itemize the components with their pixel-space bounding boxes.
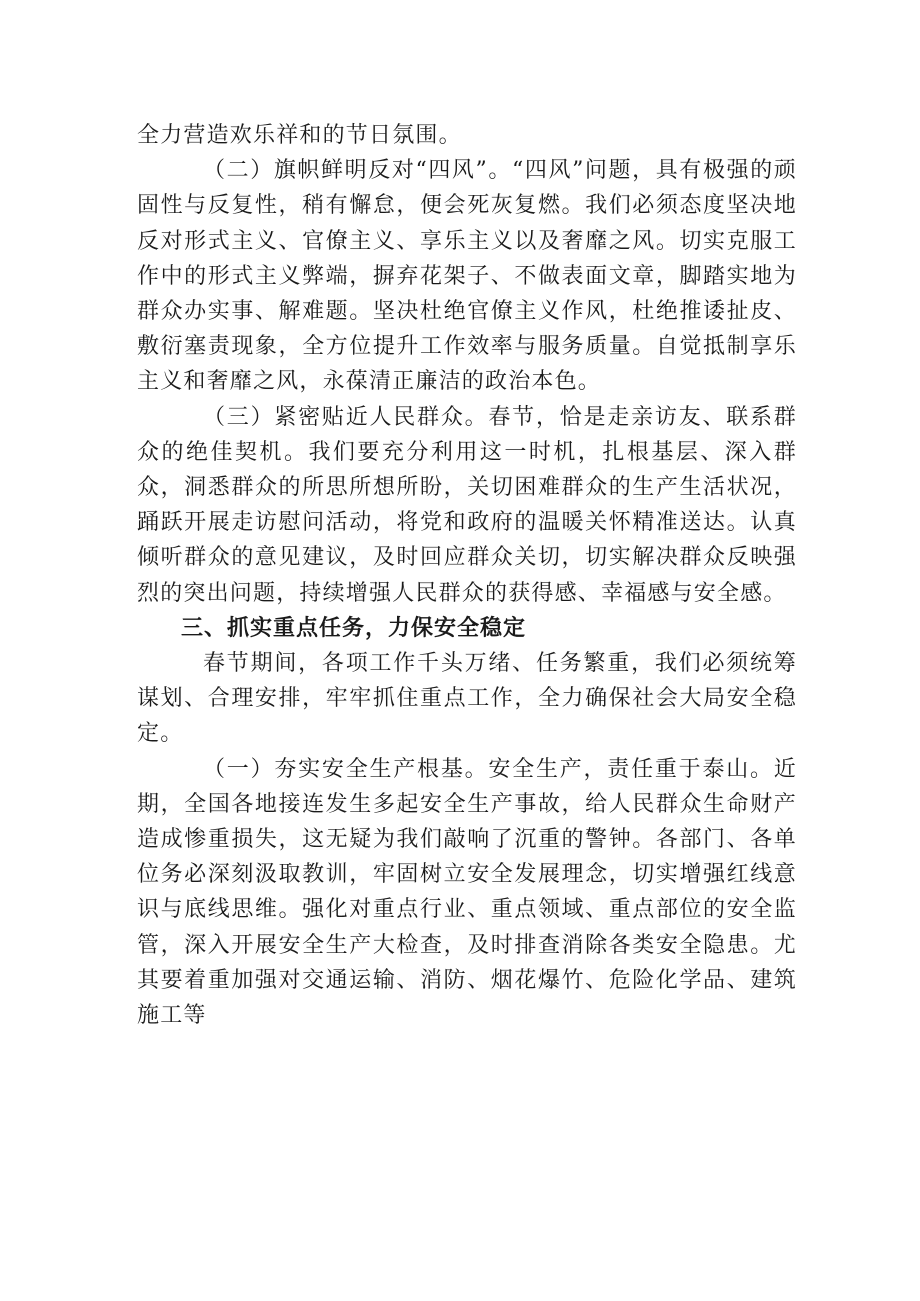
- document-body: [137, 118, 797, 1033]
- paragraph-close-to-people: （三）紧密贴近人民群众。春节，恰是走亲访友、联系群众的绝佳契机。我们要充分利用这一时机，扎根基层、深入群众，洞悉群众的所思所想所盼，关切困难群众的生产生活状况，踊跃开展走访慰问活动，将党和政府的温暖关怀精准送达。认真倾听群众的意见建议，及时回应群众关切，切实解决群众反映强烈的突出问题，持续增强人民群众的获得感、幸福感与安全感。: [137, 404, 797, 606]
- paragraph-safety-production: （一）夯实安全生产根基。安全生产，责任重于泰山。近期，全国各地接连发生多起安全生产事故，给人民群众生命财产造成惨重损失，这无疑为我们敲响了沉重的警钟。各部门、各单位务必深刻汲取教训，牢固树立安全发展理念，切实增强红线意识与底线思维。强化对重点行业、重点领域、重点部位的安全监管，深入开展安全生产大检查，及时排查消除各类安全隐患。尤其要着重加强对交通运输、消防、烟花爆竹、危险化学品、建筑施工等: [137, 756, 797, 1029]
- section-heading-three: 三、抓实重点任务，力保安全稳定: [181, 615, 527, 641]
- paragraph-continuation: 全力营造欢乐祥和的节日氛围。: [137, 123, 462, 148]
- paragraph-section-intro: 春节期间，各项工作千头万绪、任务繁重，我们必须统筹谋划、合理安排，牢牢抓住重点工作，全力确保社会大局安全稳定。: [137, 651, 797, 747]
- paragraph-oppose-four-winds: （二）旗帜鲜明反对“四风”。“四风”问题，具有极强的顽固性与反复性，稍有懈怠，便会死灰复燃。我们必须态度坚决地反对形式主义、官僚主义、享乐主义以及奢靡之风。切实克服工作中的形式主义弊端，摒弃花架子、不做表面文章，脚踏实地为群众办实事、解难题。坚决杜绝官僚主义作风，杜绝推诿扯皮、敷衍塞责现象，全方位提升工作效率与服务质量。自觉抵制享乐主义和奢靡之风，永葆清正廉洁的政治本色。: [137, 158, 797, 395]
